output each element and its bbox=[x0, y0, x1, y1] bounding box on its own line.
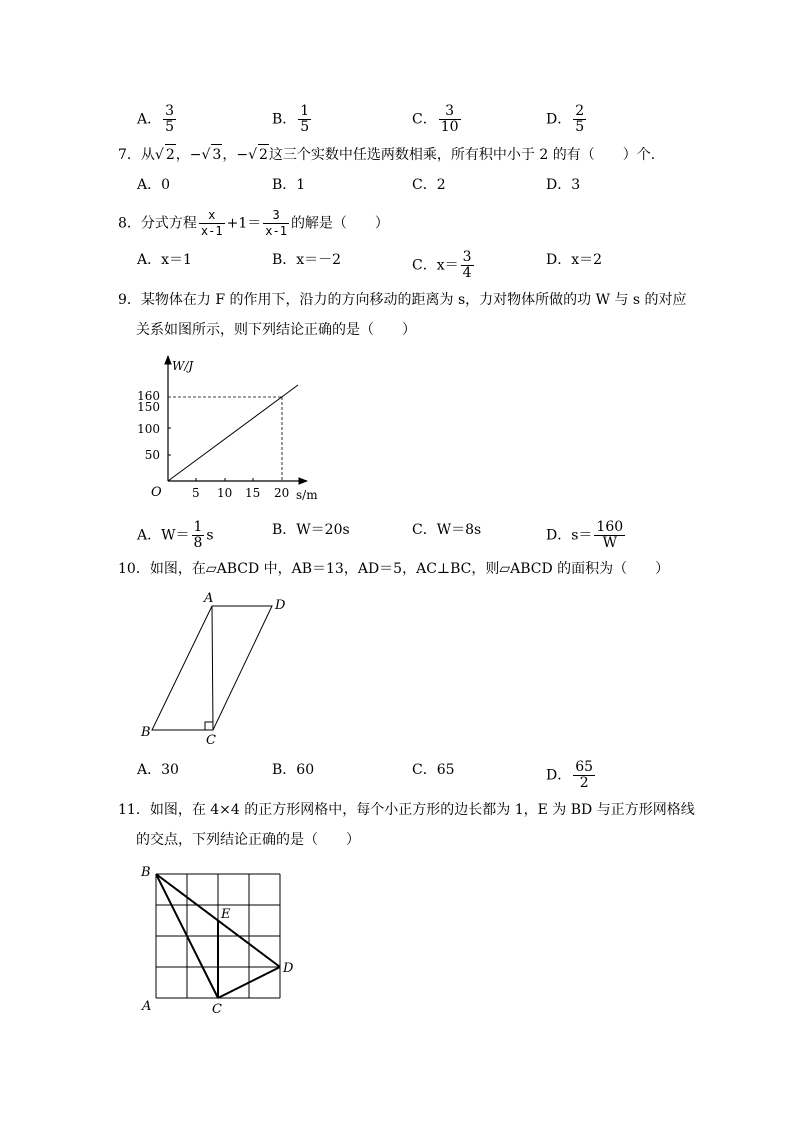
fraction: $\frac{1}{5}$ bbox=[300, 103, 310, 135]
q6-option-d: D． $\frac{2}{5}$ bbox=[546, 103, 585, 135]
right-angle-mark bbox=[205, 722, 213, 730]
q9-option-d: D．s＝ $\frac{160}{W}$ bbox=[546, 519, 624, 551]
x-tick-label: 5 bbox=[192, 486, 200, 500]
label-d: D bbox=[283, 961, 294, 976]
q10-option-b: B．60 bbox=[272, 762, 315, 778]
q8-option-b: B．x＝－2 bbox=[272, 252, 342, 268]
x-axis-label: s/m bbox=[296, 488, 318, 502]
y-tick-label: 50 bbox=[144, 448, 160, 462]
y-tick-label: 150 bbox=[137, 400, 160, 414]
label-a: A bbox=[142, 999, 152, 1014]
q7-option-c: C．2 bbox=[412, 177, 446, 193]
q9-option-c: C．W＝8s bbox=[412, 522, 482, 538]
segment-bd bbox=[156, 874, 280, 967]
y-tick-label: 160 bbox=[137, 389, 160, 403]
x-tick-label: 15 bbox=[245, 486, 261, 500]
q6-option-b: B． $\frac{1}{5}$ bbox=[272, 103, 310, 135]
label-c: C bbox=[212, 1002, 222, 1017]
fraction: $\frac{3}{4}$ bbox=[462, 249, 472, 281]
q9-stem-line2: 关系如图所示，则下列结论正确的是（ ） bbox=[136, 322, 416, 338]
q8-option-d: D．x＝2 bbox=[546, 252, 603, 268]
fraction: $\frac{3}{5}$ bbox=[165, 103, 175, 135]
grid-lines bbox=[156, 874, 280, 998]
x-tick-label: 20 bbox=[274, 486, 290, 500]
q7-stem: 7．从√ 2，−√ 3，−√ 2这三个实数中任选两数相乘，所有积中小于 2 的有（ ）个． bbox=[118, 144, 665, 165]
triangle-bcd bbox=[156, 874, 280, 998]
q7-option-b: B．1 bbox=[272, 177, 306, 193]
q9-option-a: A．W＝ $\frac{1}{8}$ s bbox=[137, 519, 214, 551]
y-axis-label: W/J bbox=[172, 359, 194, 373]
q11-stem-line2: 的交点，下列结论正确的是（ ） bbox=[136, 832, 360, 848]
fraction: $\frac{3}{x-1}$ bbox=[265, 208, 287, 238]
segment-cd bbox=[218, 967, 280, 998]
q8-option-c: C．x＝ $\frac{3}{4}$ bbox=[412, 249, 472, 281]
q7-option-a: A．0 bbox=[137, 177, 171, 193]
q8-stem: 8．分式方程 $\frac{x}{x-1}$ +1＝ $\frac{3}{x-1}$ 的解是（ ） bbox=[118, 208, 389, 238]
q7-option-d: D．3 bbox=[546, 177, 581, 193]
fraction: $\frac{65}{2}$ bbox=[575, 759, 594, 791]
q9-stem-line1: 9．某物体在力 F 的作用下，沿力的方向移动的距离为 s，力对物体所做的功 W 与 s 的对应 bbox=[118, 292, 687, 308]
label-b: B bbox=[141, 865, 151, 880]
fraction: $\frac{1}{8}$ bbox=[193, 519, 203, 551]
q8-option-a: A．x＝1 bbox=[137, 252, 192, 268]
q10-option-a: A．30 bbox=[137, 762, 179, 778]
q9-option-b: B．W＝20s bbox=[272, 522, 350, 538]
q10-option-c: C．65 bbox=[412, 762, 455, 778]
q11-stem-line1: 11．如图，在 4×4 的正方形网格中，每个小正方形的边长都为 1，E 为 BD 与正方形网格线 bbox=[118, 802, 695, 818]
label-d: D bbox=[275, 598, 286, 613]
label-e: E bbox=[221, 907, 231, 922]
fraction: $\frac{160}{W}$ bbox=[596, 519, 624, 551]
work-line bbox=[168, 385, 298, 481]
label-a: A bbox=[204, 591, 214, 606]
fraction: $\frac{2}{5}$ bbox=[575, 103, 585, 135]
fraction: $\frac{x}{x-1}$ bbox=[200, 208, 223, 238]
label-c: C bbox=[206, 733, 216, 748]
diagonal-ac bbox=[212, 606, 213, 730]
q6-option-a: A． $\frac{3}{5}$ bbox=[137, 103, 175, 135]
q6-option-c: C． $\frac{3}{10}$ bbox=[412, 103, 459, 135]
label-b: B bbox=[141, 725, 151, 740]
parallelogram-abcd bbox=[152, 606, 272, 730]
segment-bc bbox=[156, 874, 218, 998]
q10-option-d: D． $\frac{65}{2}$ bbox=[546, 759, 594, 791]
fraction: $\frac{3}{10}$ bbox=[440, 103, 459, 135]
y-tick-label: 100 bbox=[137, 422, 160, 436]
x-tick-label: 10 bbox=[217, 486, 233, 500]
q10-stem: 10．如图，在▱ABCD 中，AB＝13，AD＝5，AC⊥BC，则▱ABCD 的面积为（ ） bbox=[118, 561, 670, 577]
origin-label: O bbox=[151, 485, 162, 500]
